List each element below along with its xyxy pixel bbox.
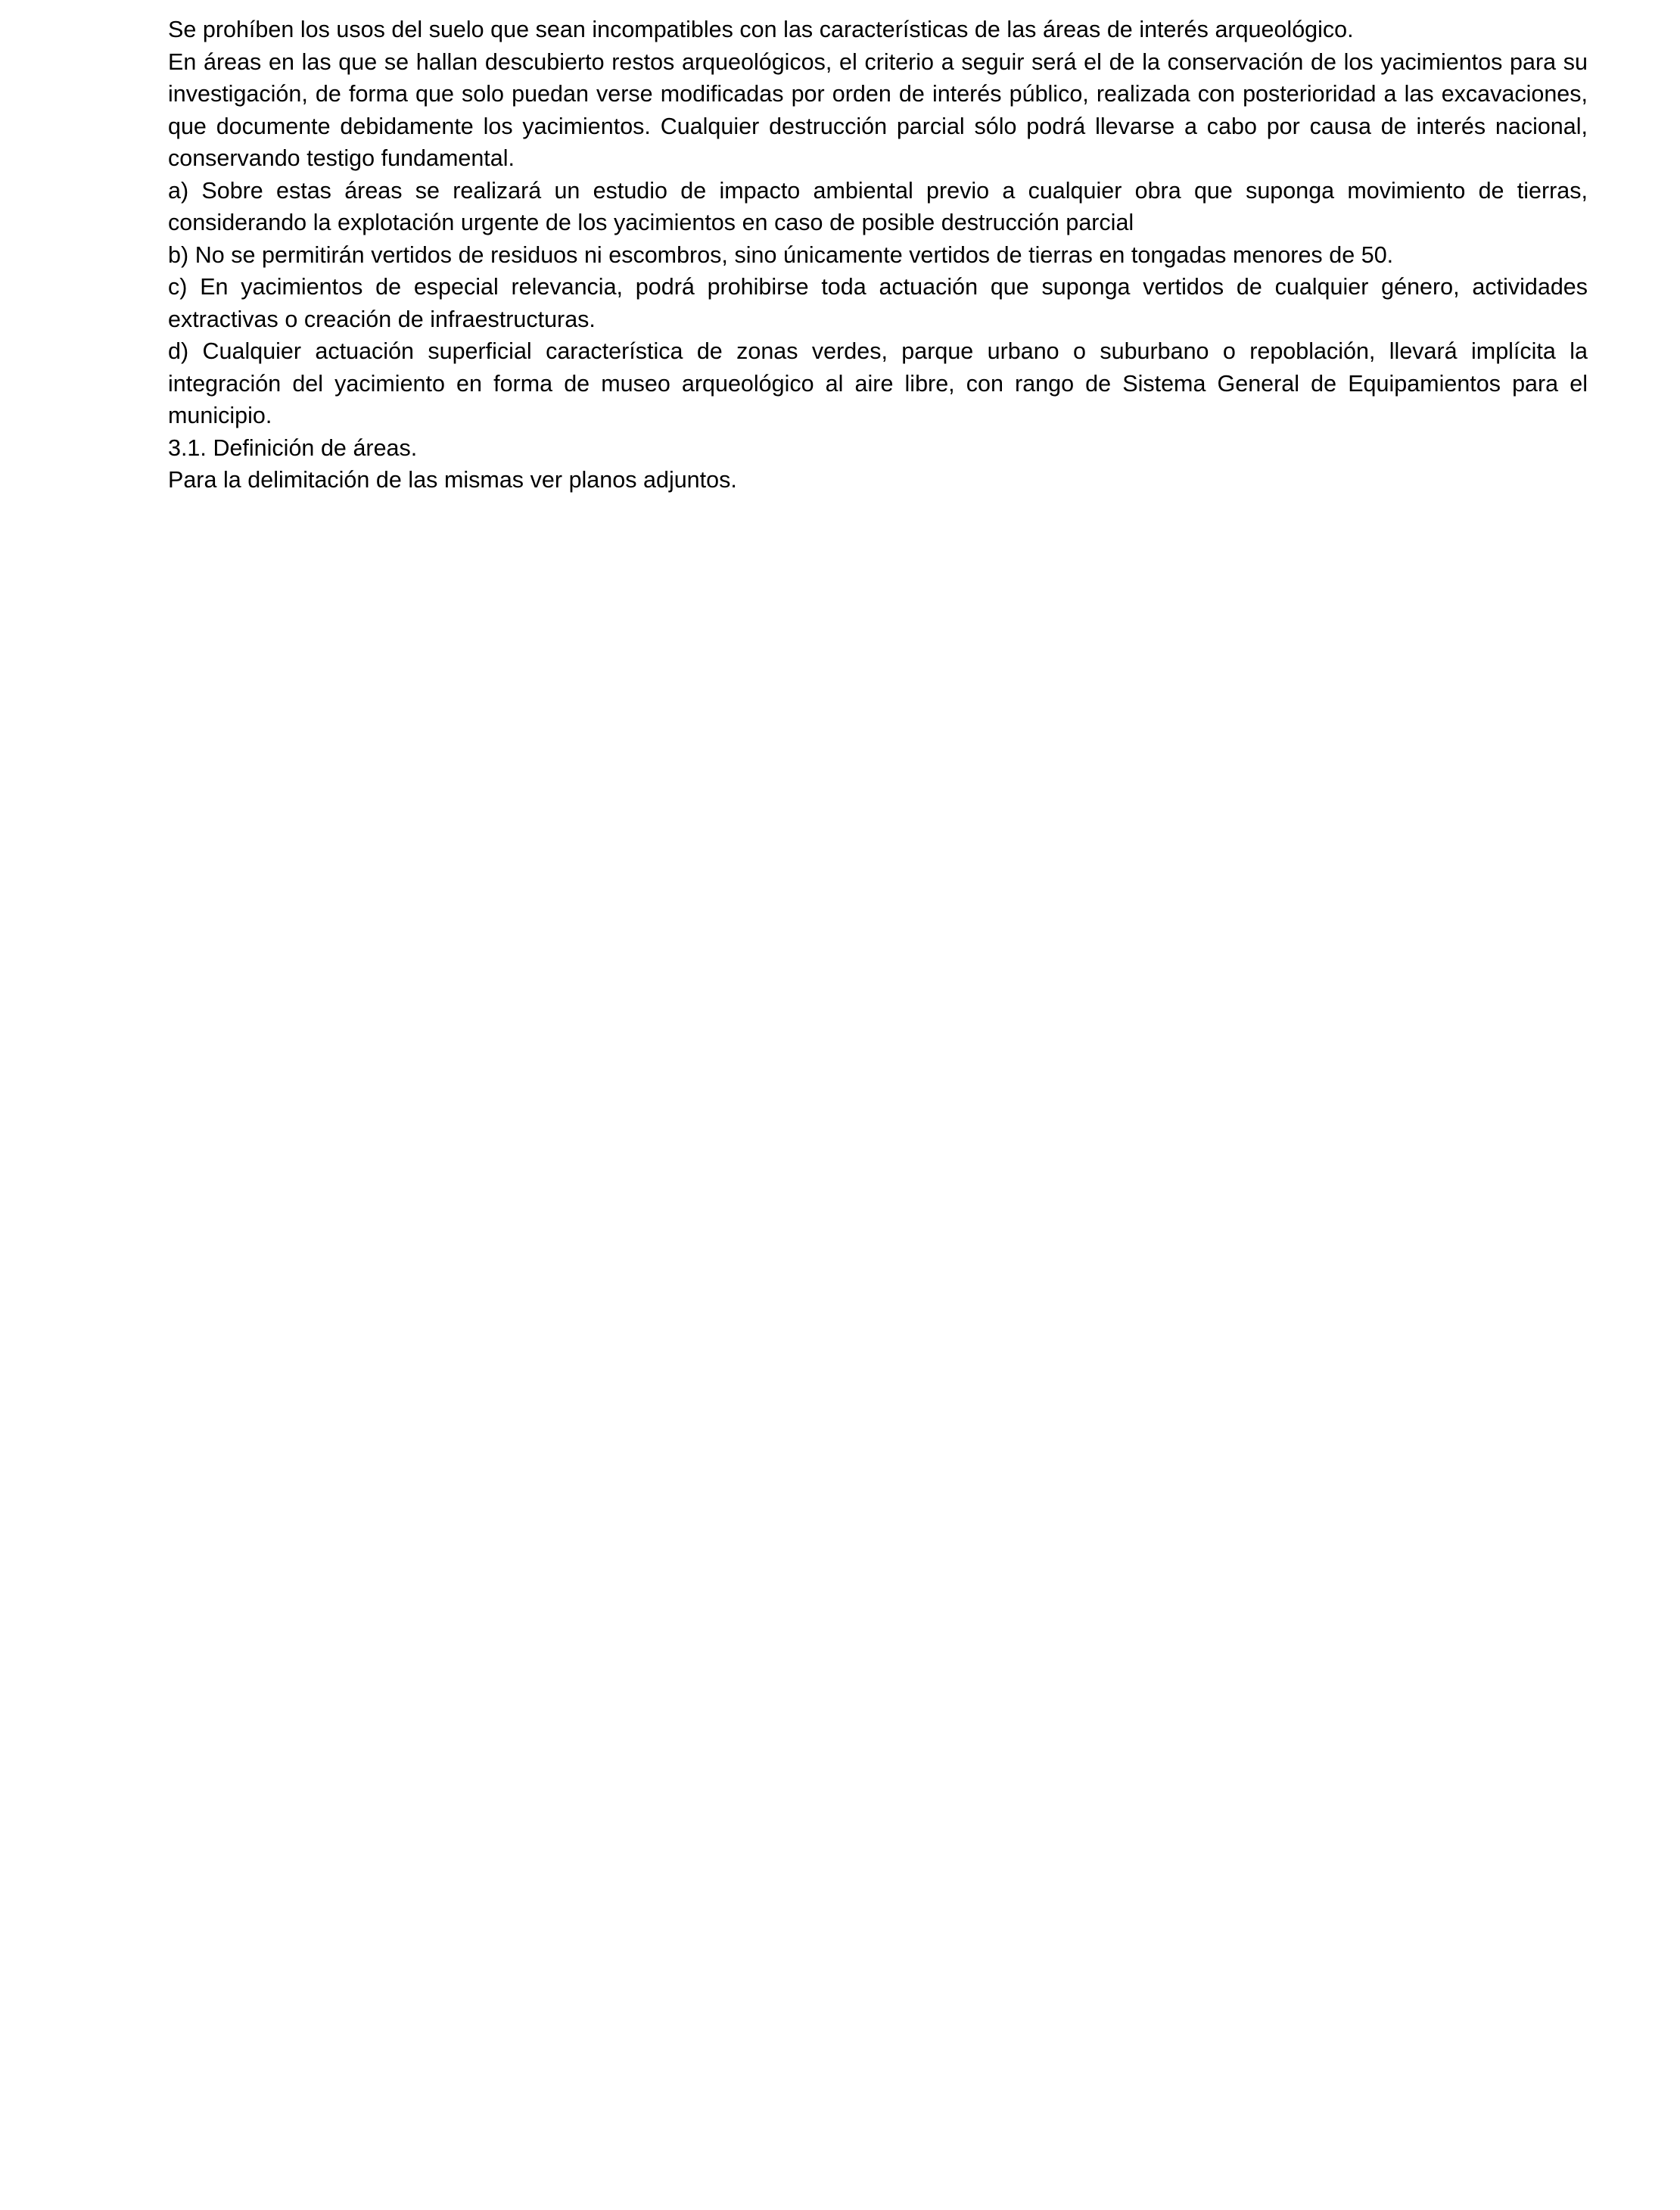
paragraph-item-a: a) Sobre estas áreas se realizará un estudio de impacto ambiental previo a cualquier obra que suponga movimiento de tierras, considerando la explotación urgente de los yacimientos en caso de posible destrucción parcial bbox=[168, 177, 1588, 235]
section-heading-definicion-areas: 3.1. Definición de áreas. bbox=[168, 434, 418, 461]
paragraph-criterio-conservacion: En áreas en las que se hallan descubierto restos arqueológicos, el criterio a seguir será el de la conservación de los yacimientos para su investigación, de forma que solo puedan verse modificadas por orden de interés público, realizada con posterioridad a las excavaciones, que documente debidamente los yacimientos. Cualquier destrucción parcial sólo podrá llevarse a cabo por causa de interés nacional, conservando testigo fundamental. bbox=[168, 48, 1588, 171]
paragraph-delimitacion-planos: Para la delimitación de las mismas ver planos adjuntos. bbox=[168, 467, 737, 493]
paragraph-item-b: b) No se permitirán vertidos de residuos ni escombros, sino únicamente vertidos de tierras en tongadas menores de 50. bbox=[168, 241, 1394, 268]
paragraph-item-d: d) Cualquier actuación superficial característica de zonas verdes, parque urbano o suburbano o repoblación, llevará implícita la integración del yacimiento en forma de museo arqueológico al aire libre, con rango de Sistema General de Equipamientos para el municipio. bbox=[168, 338, 1588, 428]
document-text-body bbox=[168, 14, 1588, 496]
paragraph-item-c: c) En yacimientos de especial relevancia, podrá prohibirse toda actuación que suponga vertidos de cualquier género, actividades extractivas o creación de infraestructuras. bbox=[168, 274, 1588, 332]
paragraph-prohibicion-usos: Se prohíben los usos del suelo que sean incompatibles con las características de las áreas de interés arqueológico. bbox=[168, 17, 1354, 42]
